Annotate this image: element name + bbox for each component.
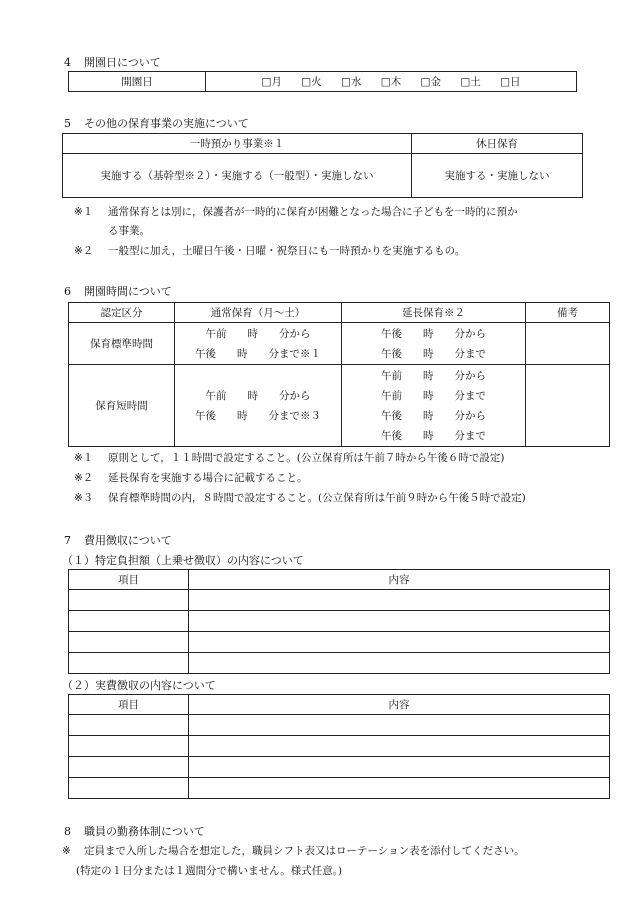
- row-short-extended[interactable]: 午前 時 分から 午前 時 分まで 午後 時 分から 午後 時 分まで: [342, 365, 526, 447]
- s5-note-1-cont: る事業。: [108, 225, 150, 237]
- section-6-heading: 6 開園時間について: [64, 285, 172, 298]
- s6-note-1: ※１ 原則として，１１時間で設定すること。(公立保育所は午前７時から午後６時で設定): [74, 452, 505, 464]
- fee1-content-cell[interactable]: [189, 653, 610, 674]
- fee2-content-cell[interactable]: [189, 736, 610, 757]
- actual-fee-table: [68, 694, 610, 799]
- opening-days-table: [68, 71, 577, 92]
- fee2-item-cell[interactable]: [69, 715, 189, 736]
- fee2-header-item: 項目: [69, 695, 189, 715]
- s8-note-line1: ※ 定員まで入所した場合を想定した，職員シフト表又はローテーション表を添付してください。: [62, 845, 525, 857]
- fee2-content-cell[interactable]: [189, 715, 610, 736]
- section-8-heading: 8 職員の勤務体制について: [64, 825, 205, 838]
- fee1-item-cell[interactable]: [69, 590, 189, 611]
- section-7-heading: 7 費用徴収について: [64, 534, 172, 547]
- section-7-sub1: （１）特定負担額（上乗せ徴収）の内容について: [62, 554, 304, 567]
- header-category: 認定区分: [69, 303, 175, 323]
- row-standard-remarks[interactable]: [526, 323, 610, 365]
- section-7-sub2: （２）実費徴収の内容について: [62, 679, 216, 692]
- day-mon-checkbox[interactable]: □月: [261, 76, 282, 88]
- s5-note-1: ※１ 通常保育とは別に，保護者が一時的に保育が困難となった場合に子どもを一時的に預か: [74, 206, 518, 218]
- special-fee-table: [68, 569, 610, 674]
- holiday-care-header: 休日保育: [412, 134, 583, 154]
- row-short-remarks[interactable]: [526, 365, 610, 447]
- header-normal: 通常保育（月～土）: [175, 303, 342, 323]
- s8-note-line2: (特定の１日分または１週間分で構いません。様式任意。): [76, 865, 343, 877]
- other-services-table: [62, 133, 583, 198]
- day-wed-checkbox[interactable]: □水: [341, 76, 362, 88]
- temp-care-header: 一時預かり事業※１: [63, 134, 412, 154]
- fee2-content-cell[interactable]: [189, 757, 610, 778]
- day-sun-checkbox[interactable]: □日: [500, 76, 521, 88]
- row-standard-normal[interactable]: 午前 時 分から 午後 時 分まで※１: [175, 323, 342, 365]
- day-thu-checkbox[interactable]: □木: [380, 76, 402, 88]
- row-short-normal[interactable]: 午前 時 分から 午後 時 分まで※３: [175, 365, 342, 447]
- fee1-item-cell[interactable]: [69, 611, 189, 632]
- header-extended: 延長保育※２: [342, 303, 526, 323]
- day-fri-checkbox[interactable]: □金: [420, 76, 441, 88]
- row-short-label: 保育短時間: [69, 365, 175, 447]
- fee1-header-item: 項目: [69, 570, 189, 590]
- holiday-care-options[interactable]: 実施する・実施しない: [412, 154, 583, 198]
- fee2-item-cell[interactable]: [69, 778, 189, 799]
- section-5-heading: 5 その他の保育事業の実施について: [64, 117, 249, 130]
- fee1-content-cell[interactable]: [189, 590, 610, 611]
- s6-note-3: ※３ 保育標準時間の内，８時間で設定すること。(公立保育所は午前９時から午後５時で設定): [74, 492, 526, 504]
- opening-days-label: 開園日: [69, 72, 206, 92]
- row-standard-extended[interactable]: 午後 時 分から 午後 時 分まで: [342, 323, 526, 365]
- s5-note-2: ※２ 一般型に加え，土曜日午後・日曜・祝祭日にも一時預かりを実施するもの。: [74, 245, 466, 257]
- day-tue-checkbox[interactable]: □火: [301, 76, 322, 88]
- fee2-content-cell[interactable]: [189, 778, 610, 799]
- fee1-header-content: 内容: [189, 570, 610, 590]
- header-remarks: 備考: [526, 303, 610, 323]
- day-sat-checkbox[interactable]: □土: [460, 76, 481, 88]
- fee2-item-cell[interactable]: [69, 757, 189, 778]
- s6-note-2: ※２ 延長保育を実施する場合に記載すること。: [74, 472, 308, 484]
- section-4-heading: 4 開園日について: [64, 56, 161, 69]
- temp-care-options[interactable]: 実施する（基幹型※２）・実施する（一般型）・実施しない: [63, 154, 412, 198]
- fee1-content-cell[interactable]: [189, 611, 610, 632]
- opening-hours-table: [68, 302, 610, 447]
- opening-days-checkboxes: [206, 72, 577, 92]
- fee2-item-cell[interactable]: [69, 736, 189, 757]
- fee2-header-content: 内容: [189, 695, 610, 715]
- fee1-item-cell[interactable]: [69, 653, 189, 674]
- row-standard-label: 保育標準時間: [69, 323, 175, 365]
- fee1-content-cell[interactable]: [189, 632, 610, 653]
- fee1-item-cell[interactable]: [69, 632, 189, 653]
